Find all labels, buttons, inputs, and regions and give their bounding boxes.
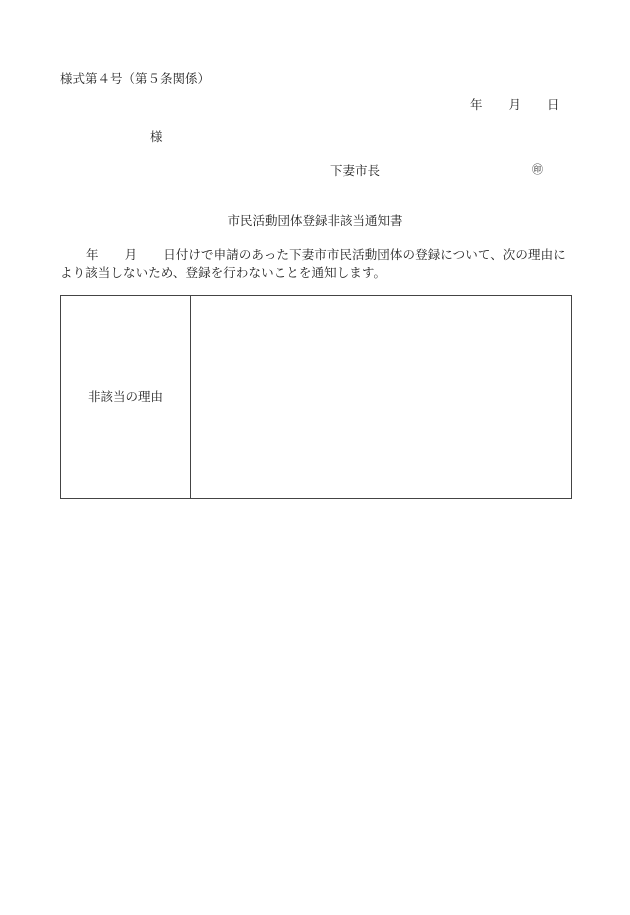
body-month-label: 月: [124, 247, 138, 262]
date-year-label: 年: [470, 97, 483, 112]
reason-field[interactable]: [191, 296, 572, 499]
body-text: 日付けで申請のあった下妻市市民活動団体の登録について、次の理由により該当しないため、登録を行わないことを通知します。: [60, 247, 566, 280]
body-paragraph: [60, 246, 572, 281]
document-title: 市民活動団体登録非該当通知書: [227, 213, 403, 228]
addressee-suffix: 様: [150, 129, 163, 144]
date-day-label: 日: [547, 97, 560, 112]
reason-table: [60, 295, 572, 499]
body-year-label: 年: [86, 247, 99, 262]
reason-label: 非該当の理由: [61, 296, 191, 499]
seal-mark: ㊞: [532, 163, 543, 176]
date-line: [470, 96, 560, 114]
sender-name: 下妻市長: [330, 163, 381, 178]
date-month-label: 月: [508, 97, 522, 112]
form-number: 様式第４号（第５条関係）: [60, 71, 211, 86]
